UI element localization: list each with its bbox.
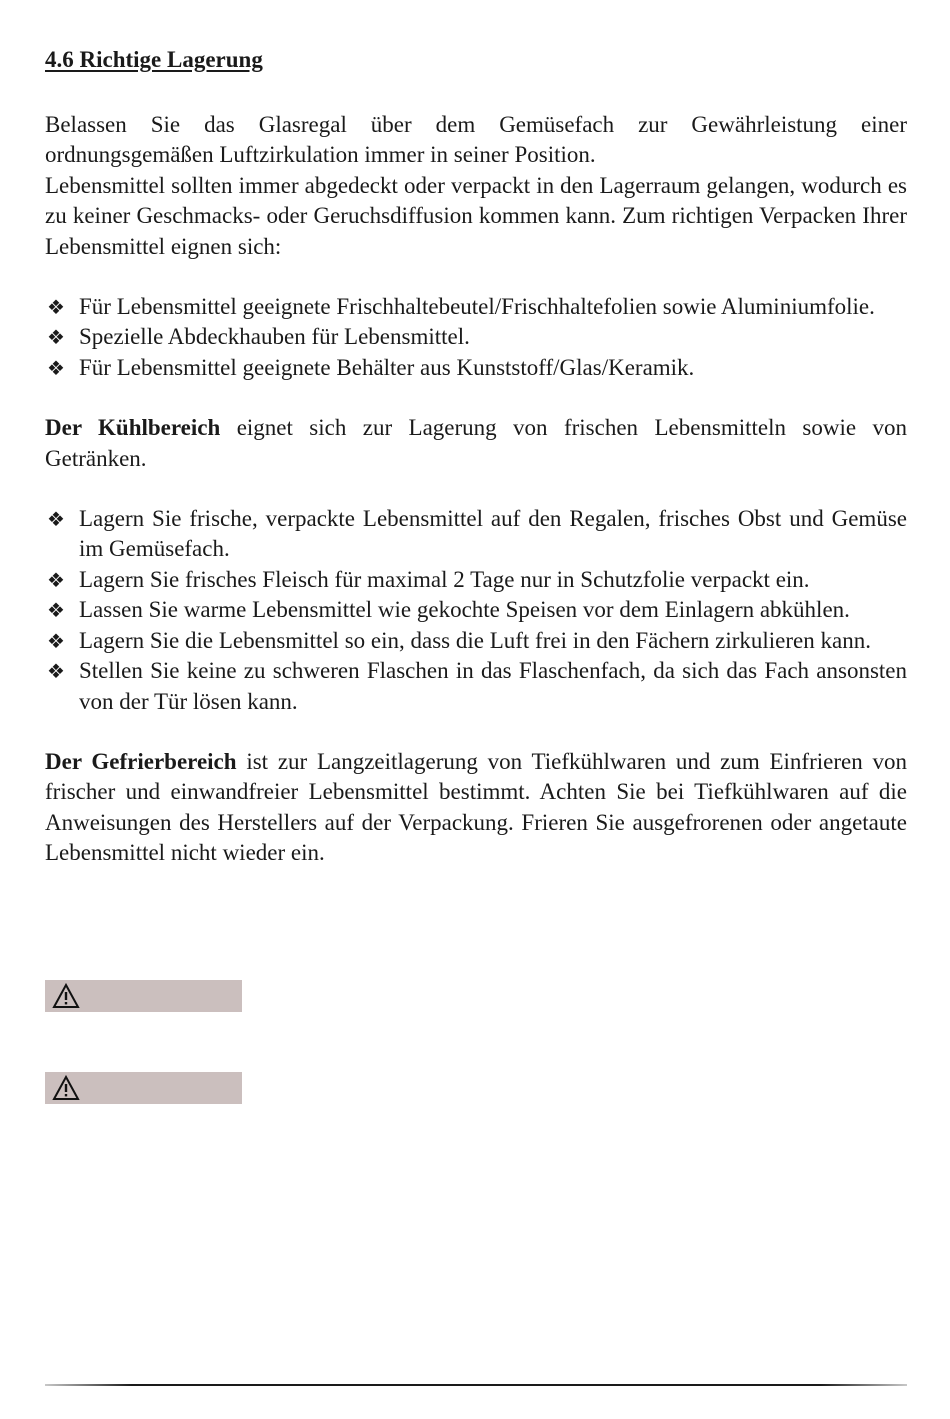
intro-paragraph-1: Belassen Sie das Glasregal über dem Gemüsefach zur Gewährleistung einer ordnungsgemäßen Luftzirkulation immer in seiner Position. (45, 112, 907, 168)
list-item-text: Für Lebensmittel geeignete Behälter aus Kunststoff/Glas/Keramik. (79, 354, 695, 380)
list-item (45, 595, 907, 625)
warning-bar (45, 1072, 242, 1104)
four-diamond-bullet-icon: ❖ (47, 325, 65, 350)
footer-rule (45, 1384, 907, 1386)
list-item-text: Lagern Sie frisches Fleisch für maximal 2 Tage nur in Schutzfolie verpackt ein. (79, 566, 810, 592)
cooling-list (45, 504, 907, 717)
list-item (45, 353, 907, 383)
warning-triangle-icon (52, 983, 80, 1009)
warning-triangle-icon (52, 1075, 80, 1101)
four-diamond-bullet-icon: ❖ (47, 355, 65, 380)
section-heading: 4.6 Richtige Lagerung (45, 47, 263, 72)
four-diamond-bullet-icon: ❖ (47, 567, 65, 592)
four-diamond-bullet-icon: ❖ (47, 628, 65, 653)
cooling-paragraph (45, 413, 907, 474)
four-diamond-bullet-icon: ❖ (47, 659, 65, 684)
packaging-list (45, 292, 907, 383)
list-item (45, 322, 907, 352)
list-item-text: Lagern Sie die Lebensmittel so ein, dass die Luft frei in den Fächern zirkulieren kann. (79, 627, 871, 653)
freezing-text: ist zur Langzeitlagerung von Tiefkühlwaren und zum Einfrieren von frischer und einwandfreier Lebensmittel bestimmt. Achten Sie bei Tiefkühlwaren auf die Anweisungen des Herstellers auf der Verpackung. Frieren Sie ausgefrorenen oder angetaute Lebensmittel nicht wieder ein. (45, 748, 907, 866)
intro-paragraph-2: Lebensmittel sollten immer abgedeckt oder verpackt in den Lagerraum gelangen, wodurch es zu keiner Geschmacks- oder Geruchsdiffusion kommen kann. Zum richtigen Verpacken Ihrer Lebensmittel eignen sich: (45, 172, 907, 259)
four-diamond-bullet-icon: ❖ (47, 295, 65, 320)
warning-bar (45, 980, 242, 1012)
four-diamond-bullet-icon: ❖ (47, 598, 65, 623)
list-item (45, 504, 907, 565)
list-item-text: Lassen Sie warme Lebensmittel wie gekochte Speisen vor dem Einlagern abkühlen. (79, 597, 850, 623)
list-item (45, 656, 907, 717)
list-item-text: Stellen Sie keine zu schweren Flaschen in das Flaschenfach, da sich das Fach ansonsten von der Tür lösen kann. (79, 658, 907, 714)
cooling-text: eignet sich zur Lagerung von frischen Lebensmitteln sowie von Getränken. (45, 415, 907, 471)
list-item (45, 565, 907, 595)
list-item-text: Für Lebensmittel geeignete Frischhaltebeutel/Frischhaltefolien sowie Aluminiumfolie. (79, 294, 875, 320)
list-item (45, 626, 907, 656)
cooling-term: Der Kühlbereich (45, 415, 221, 441)
document-page (45, 40, 907, 869)
freezing-paragraph (45, 747, 907, 869)
four-diamond-bullet-icon: ❖ (47, 507, 65, 532)
list-item-text: Lagern Sie frische, verpackte Lebensmittel auf den Regalen, frisches Obst und Gemüse im Gemüsefach. (79, 506, 907, 562)
list-item (45, 292, 907, 322)
freezing-term: Der Gefrierbereich (45, 748, 237, 774)
list-item-text: Spezielle Abdeckhauben für Lebensmittel. (79, 324, 470, 350)
